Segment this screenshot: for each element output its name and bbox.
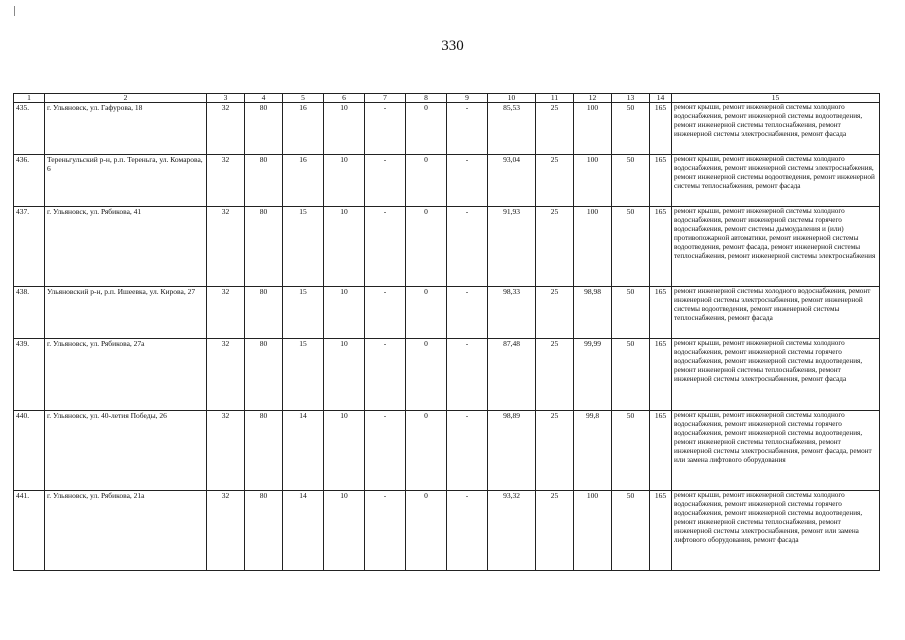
value-cell: 0 [406,411,447,491]
row-number: 438. [14,287,45,339]
value-cell: 80 [245,287,283,339]
value-cell: 50 [612,491,650,571]
value-cell: 25 [536,411,574,491]
value-cell: 87,48 [488,339,536,411]
column-header: 11 [536,94,574,103]
column-header: 15 [672,94,880,103]
column-header: 8 [406,94,447,103]
value-cell: 99,8 [574,411,612,491]
value-cell: - [365,155,406,207]
column-header: 3 [207,94,245,103]
value-cell: 98,98 [574,287,612,339]
header-row [14,94,880,103]
value-cell: 32 [207,411,245,491]
value-cell: 99,99 [574,339,612,411]
value-cell: 10 [324,339,365,411]
value-cell: 165 [650,207,672,287]
value-cell: 100 [574,155,612,207]
value-cell: 93,32 [488,491,536,571]
value-cell: 15 [283,339,324,411]
value-cell: - [447,491,488,571]
works-cell: ремонт крыши, ремонт инженерной системы холодного водоснабжения, ремонт инженерной системы электроснабжения, ремонт инженерной системы водоотведения, ремонт инженерной системы теплоснабжения, ремонт фасада [672,155,880,207]
table-row [14,287,880,339]
value-cell: 15 [283,287,324,339]
table-row [14,339,880,411]
works-cell: ремонт крыши, ремонт инженерной системы холодного водоснабжения, ремонт инженерной системы водоотведения, ремонт инженерной системы теплоснабжения, ремонт инженерной системы электроснабжения, ремонт фасада [672,103,880,155]
value-cell: 0 [406,339,447,411]
value-cell: - [447,339,488,411]
address-cell: г. Ульяновск, ул. Рябикова, 21а [45,491,207,571]
value-cell: 100 [574,491,612,571]
column-header: 12 [574,94,612,103]
row-number: 439. [14,339,45,411]
value-cell: - [365,103,406,155]
row-number: 437. [14,207,45,287]
register-table [13,93,880,571]
address-cell: Ульяновский р-н, р.п. Ишеевка, ул. Кирова, 27 [45,287,207,339]
table-row [14,491,880,571]
value-cell: 14 [283,491,324,571]
value-cell: 10 [324,155,365,207]
column-header: 1 [14,94,45,103]
works-cell: ремонт крыши, ремонт инженерной системы холодного водоснабжения, ремонт инженерной системы горячего водоснабжения, ремонт инженерной системы водоотведения, ремонт инженерной системы теплоснабжения, ремонт инженерной системы электроснабжения, ремонт фасада, ремонт или замена лифтового оборудования [672,411,880,491]
value-cell: 0 [406,207,447,287]
value-cell: 50 [612,411,650,491]
works-cell: ремонт крыши, ремонт инженерной системы холодного водоснабжения, ремонт инженерной системы горячего водоснабжения, ремонт инженерной системы водоотведения, ремонт инженерной системы теплоснабжения, ремонт инженерной системы электроснабжения, ремонт фасада [672,339,880,411]
value-cell: 50 [612,207,650,287]
column-header: 5 [283,94,324,103]
address-cell: г. Ульяновск, ул. Рябикова, 41 [45,207,207,287]
address-cell: г. Ульяновск, ул. Гафурова, 18 [45,103,207,155]
value-cell: 32 [207,287,245,339]
value-cell: 50 [612,103,650,155]
value-cell: - [447,287,488,339]
value-cell: 91,93 [488,207,536,287]
value-cell: 10 [324,491,365,571]
value-cell: - [447,103,488,155]
value-cell: 80 [245,103,283,155]
column-header: 10 [488,94,536,103]
value-cell: 10 [324,103,365,155]
value-cell: 165 [650,103,672,155]
value-cell: 25 [536,491,574,571]
column-header: 9 [447,94,488,103]
value-cell: 165 [650,491,672,571]
column-header: 4 [245,94,283,103]
value-cell: 80 [245,411,283,491]
works-cell: ремонт инженерной системы холодного водоснабжения, ремонт инженерной системы электроснабжения, ремонт инженерной системы водоотведения, ремонт инженерной системы теплоснабжения, ремонт фасада [672,287,880,339]
column-header: 14 [650,94,672,103]
value-cell: 165 [650,411,672,491]
table-row [14,155,880,207]
value-cell: 93,04 [488,155,536,207]
value-cell: 16 [283,103,324,155]
value-cell: - [365,339,406,411]
value-cell: - [447,207,488,287]
column-header: 13 [612,94,650,103]
address-cell: г. Ульяновск, ул. Рябикова, 27а [45,339,207,411]
value-cell: - [365,207,406,287]
value-cell: - [447,411,488,491]
value-cell: 165 [650,155,672,207]
value-cell: 32 [207,339,245,411]
value-cell: 50 [612,155,650,207]
column-header: 6 [324,94,365,103]
value-cell: 100 [574,103,612,155]
value-cell: 25 [536,339,574,411]
table-row [14,207,880,287]
row-number: 436. [14,155,45,207]
value-cell: 25 [536,287,574,339]
value-cell: 50 [612,339,650,411]
row-number: 435. [14,103,45,155]
value-cell: 80 [245,155,283,207]
value-cell: 98,33 [488,287,536,339]
value-cell: 98,89 [488,411,536,491]
address-cell: Тереньгульский р-н, р.п. Тереньга, ул. Комарова, 6 [45,155,207,207]
value-cell: 32 [207,491,245,571]
value-cell: 165 [650,339,672,411]
column-header: 2 [45,94,207,103]
value-cell: 32 [207,207,245,287]
value-cell: 32 [207,103,245,155]
value-cell: 25 [536,207,574,287]
value-cell: - [365,287,406,339]
value-cell: 10 [324,411,365,491]
value-cell: 25 [536,103,574,155]
value-cell: 16 [283,155,324,207]
works-cell: ремонт крыши, ремонт инженерной системы холодного водоснабжения, ремонт инженерной системы горячего водоснабжения, ремонт инженерной системы водоотведения, ремонт инженерной системы теплоснабжения, ремонт инженерной системы электроснабжения, ремонт или замена лифтового оборудования, ремонт фасада [672,491,880,571]
table-row [14,411,880,491]
value-cell: 10 [324,287,365,339]
table-row [14,103,880,155]
page-number: 330 [441,38,464,54]
value-cell: 0 [406,155,447,207]
value-cell: 10 [324,207,365,287]
value-cell: 0 [406,287,447,339]
value-cell: 15 [283,207,324,287]
value-cell: 85,53 [488,103,536,155]
value-cell: - [365,411,406,491]
value-cell: 14 [283,411,324,491]
row-number: 440. [14,411,45,491]
value-cell: 0 [406,103,447,155]
value-cell: 0 [406,491,447,571]
margin-mark [14,6,15,16]
column-header: 7 [365,94,406,103]
row-number: 441. [14,491,45,571]
value-cell: 80 [245,491,283,571]
value-cell: 25 [536,155,574,207]
value-cell: 50 [612,287,650,339]
value-cell: 165 [650,287,672,339]
address-cell: г. Ульяновск, ул. 40-летия Победы, 26 [45,411,207,491]
value-cell: 100 [574,207,612,287]
value-cell: 80 [245,339,283,411]
value-cell: - [365,491,406,571]
value-cell: - [447,155,488,207]
value-cell: 80 [245,207,283,287]
value-cell: 32 [207,155,245,207]
works-cell: ремонт крыши, ремонт инженерной системы холодного водоснабжения, ремонт инженерной системы горячего водоснабжения, ремонт системы дымоудаления и (или) противопожарной автоматики, ремонт инженерной системы водоотведения, ремонт фасада, ремонт инженерной системы теплоснабжения, ремонт инженерной системы электроснабжения [672,207,880,287]
